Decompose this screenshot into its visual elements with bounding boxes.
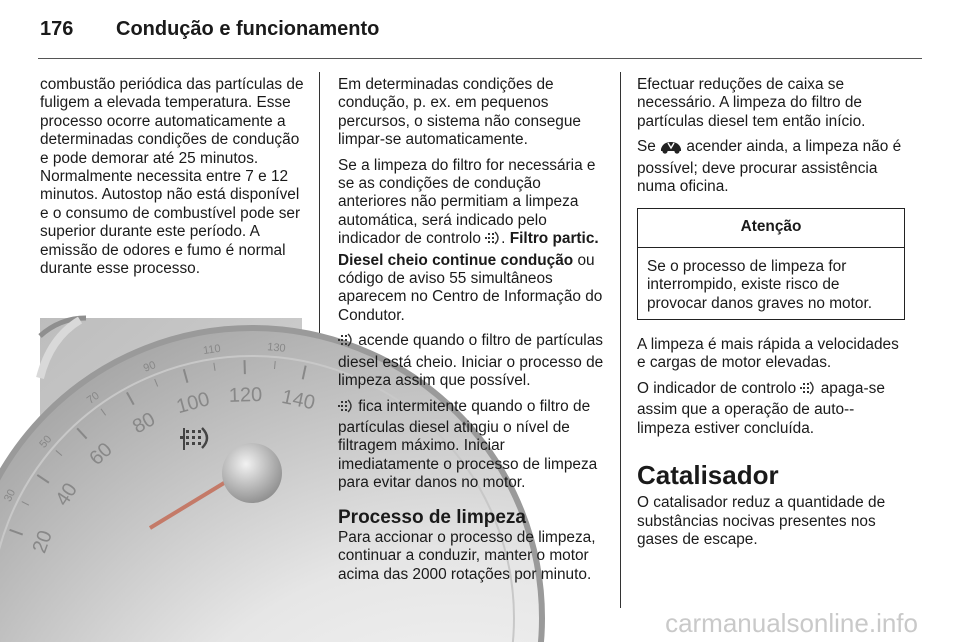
warning-body: Se o processo de limpeza for interrompido, existe risco de provocar danos graves no motor.	[647, 257, 872, 312]
gauge-tick-label: 40	[51, 479, 82, 510]
column-2	[338, 76, 608, 591]
header-rule	[38, 58, 922, 59]
text: Se a limpeza do filtro for necessária e se as condições de condução anteriores não permitiam a limpeza automática, será indicado pelo indicador de controlo	[338, 156, 596, 248]
paragraph: Para accionar o processo de limpeza, continuar a conduzir, manter o motor acima das 2000 rotações por minuto.	[338, 528, 596, 583]
paragraph: Efectuar reduções de caixa se necessário. A limpeza do filtro de partículas diesel tem então início.	[637, 76, 866, 130]
warning-box	[637, 208, 905, 320]
bold-message: Filtro partic. Diesel cheio continue condução	[338, 230, 599, 269]
paragraph	[338, 157, 608, 326]
text: apaga-se assim que a operação de auto--limpeza estiver concluída.	[637, 379, 885, 437]
section-heading: Catalisador	[637, 460, 779, 491]
watermark: carmanualsonline.info	[665, 608, 918, 638]
column-divider-2	[620, 72, 621, 608]
text: .	[501, 230, 510, 248]
page-header	[40, 18, 379, 41]
gauge-tick-label: 90	[141, 359, 158, 375]
gauge-tick-label: 120	[228, 383, 263, 407]
paragraph	[338, 398, 608, 493]
paragraph: combustão periódica das partículas de fuligem a elevada temperatura. Esse processo ocorre automaticamente a determinadas condições de condução e pode demorar até 25 minutos. Normalmente necessita entre 7 e 12 minutos. Autostop não está disponível e o consumo de combustível pode ser superior durante este período. A emissão de odores e fumo é normal durante esse processo.	[40, 76, 304, 278]
speedometer-illustration	[1, 318, 317, 557]
warning-title: Atenção	[638, 209, 904, 247]
text: Se	[637, 138, 656, 156]
paragraph	[637, 380, 905, 438]
page-number: 176	[40, 18, 74, 40]
speedometer-svg	[1, 318, 317, 557]
diesel-filter-icon	[338, 333, 354, 353]
gauge-tick-label: 130	[266, 341, 287, 355]
text: acende quando o filtro de partículas diesel está cheio. Iniciar o processo de limpeza assim que possível.	[338, 332, 604, 390]
gauge-tick-label: 80	[128, 408, 160, 439]
text: fica intermitente quando o filtro de partículas diesel atingiu o nível de filtragem máximo. Iniciar imediatamente o processo de limpeza para evitar danos no motor.	[338, 397, 598, 492]
gauge-tick-label: 50	[37, 433, 55, 451]
diesel-filter-icon	[800, 381, 816, 401]
text: acender ainda, a limpeza não é possível; deve procurar assistência numa oficina.	[637, 138, 902, 196]
column-1	[40, 76, 308, 285]
engine-service-icon	[660, 140, 682, 159]
gauge-tick-label: 70	[84, 389, 102, 407]
diesel-filter-icon	[485, 231, 501, 251]
paragraph: Em determinadas condições de condução, p. ex. em pequenos percursos, o sistema não consegue limpar-se automaticamente.	[338, 76, 581, 149]
text: ou código de aviso 55 simultâneos aparecem no Centro de Informação do Condutor.	[338, 251, 603, 324]
gauge-tick-label: 110	[202, 342, 222, 358]
paragraph	[338, 332, 608, 390]
page-title: Condução e funcionamento	[116, 18, 380, 40]
text: O indicador de controlo	[637, 379, 797, 397]
paragraph: A limpeza é mais rápida a velocidades e cargas de motor elevadas.	[637, 336, 899, 372]
diesel-filter-icon	[338, 399, 354, 419]
gauge-tick-label: 100	[174, 388, 213, 419]
gauge-tick-label: 20	[28, 527, 57, 557]
gauge-tick-label: 140	[279, 385, 317, 415]
gauge-tick-label: 30	[1, 487, 19, 504]
column-3	[637, 76, 905, 556]
section-heading: Processo de limpeza	[338, 506, 526, 528]
paragraph: O catalisador reduz a quantidade de substâncias nocivas presentes nos gases de escape.	[637, 494, 886, 548]
paragraph	[637, 138, 905, 196]
gauge-tick-label: 60	[85, 438, 117, 470]
